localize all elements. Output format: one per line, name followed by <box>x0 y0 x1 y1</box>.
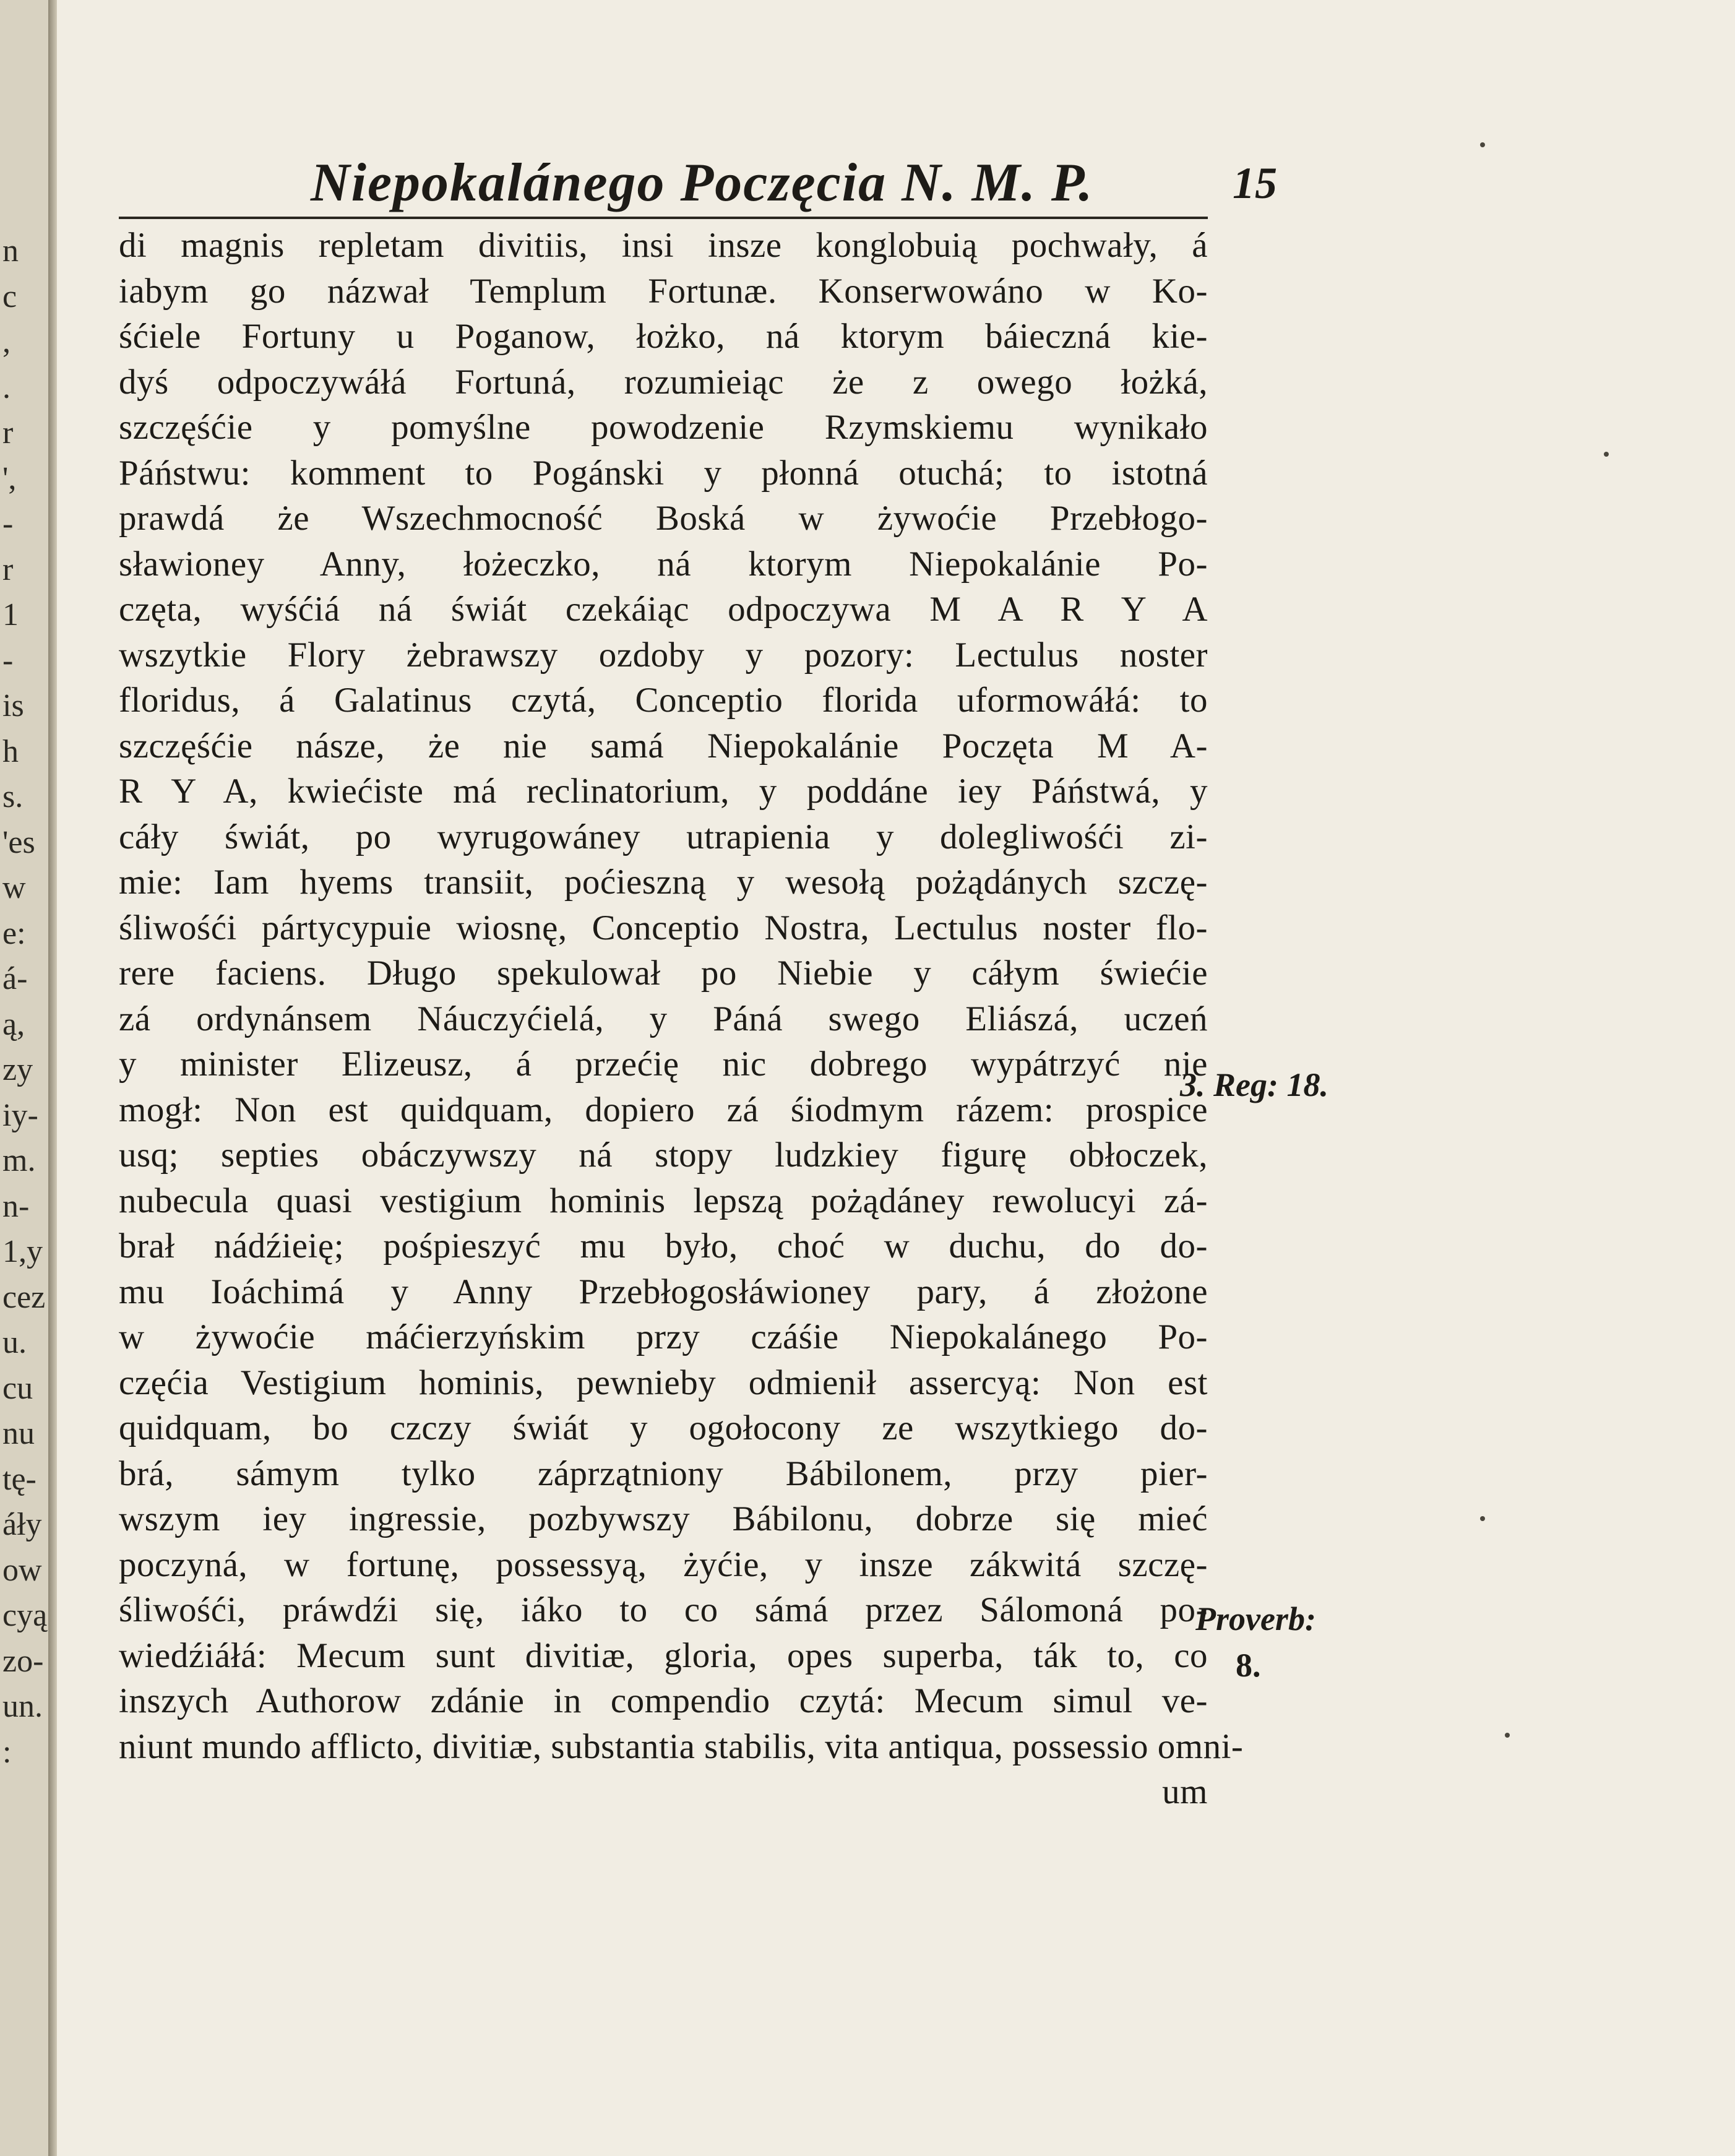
text-line: R Y A, kwiećiste má reclinatorium, y poddáne iey Páństwá, y <box>119 772 1208 811</box>
text-line: di magnis repletam divitiis, insi insze konglobuią pochwały, á <box>119 226 1208 265</box>
text-line: rere faciens. Długo spekulował po Niebie y cáłym świećie <box>119 954 1208 993</box>
text-line: mogł: Non est quidquam, dopiero zá śiodmym rázem: prospice <box>119 1090 1208 1129</box>
left-page-fragment: : <box>2 1734 12 1770</box>
left-page-fragment: cyą <box>2 1598 48 1633</box>
left-page-fragment: 1 <box>2 597 19 632</box>
left-page-fragment: zo- <box>2 1643 44 1679</box>
text-line: usq; septies obáczywszy ná stopy ludzkiey figurę obłoczek, <box>119 1136 1208 1175</box>
left-page-fragment: cu <box>2 1370 33 1406</box>
text-line: Páństwu: komment to Pogánski y płonná otuchá; to istotná <box>119 453 1208 493</box>
left-page-fragment: is <box>2 688 24 723</box>
paper-speck <box>1480 1516 1485 1521</box>
left-page-fragment: tę- <box>2 1461 37 1497</box>
left-page-fragment: cez <box>2 1279 46 1315</box>
margin-note-proverb: Proverb: <box>1195 1600 1316 1637</box>
left-page-fragment: 1,y <box>2 1234 43 1269</box>
left-page-fragment: w <box>2 870 26 905</box>
left-page-fragment: u. <box>2 1325 27 1360</box>
text-line: niunt mundo afflicto, divitiæ, substantia stabilis, vita antiqua, possessio omni- <box>119 1727 1244 1766</box>
text-line: floridus, á Galatinus czytá, Conceptio florida uformowáłá: to <box>119 681 1208 720</box>
text-line: y minister Elizeusz, á przećię nic dobrego wypátrzyć nie <box>119 1045 1208 1084</box>
left-page-fragment: ow <box>2 1552 42 1588</box>
text-line: poczyná, w fortunę, possessyą, żyćie, y insze zákwitá szczę- <box>119 1545 1208 1584</box>
text-line: szczęśćie násze, że nie samá Niepokalánie Poczęta M A- <box>119 726 1208 765</box>
text-line: wszytkie Flory żebrawszy ozdoby y pozory: Lectulus noster <box>119 635 1208 675</box>
left-page-fragment: iy- <box>2 1097 38 1133</box>
margin-note-reg: 3. Reg: 18. <box>1180 1066 1328 1103</box>
text-line: śliwośći pártycypuie wiosnę, Conceptio Nostra, Lectulus noster flo- <box>119 908 1208 947</box>
header-rule <box>119 217 1208 219</box>
text-line: nubecula quasi vestigium hominis lepszą pożądáney rewolucyi zá- <box>119 1181 1208 1220</box>
text-line: wszym iey ingressie, pozbywszy Bábilonu, dobrze się mieć <box>119 1499 1208 1538</box>
text-line: iabym go názwał Templum Fortunæ. Konserwowáno w Ko- <box>119 271 1208 311</box>
text-line: mu Ioáchimá y Anny Przebłogosłáwioney pary, á złożone <box>119 1272 1208 1311</box>
text-line: śćiele Fortuny u Poganow, łożko, ná ktorym báieczná kie- <box>119 317 1208 356</box>
left-page-fragment: , <box>2 324 11 360</box>
body-text <box>119 223 1244 1815</box>
text-line: szczęśćie y pomyślne powodzenie Rzymskiemu wynikało <box>119 408 1208 447</box>
left-page-fragment: nu <box>2 1416 35 1451</box>
left-page-fragment: ', <box>2 460 17 496</box>
book-gutter <box>48 0 57 2156</box>
left-page-fragment: r <box>2 415 14 451</box>
page-header-title: Niepokalánego Poczęcia N. M. P. <box>311 153 1094 213</box>
left-page-fragment: zy <box>2 1052 33 1087</box>
paper-speck <box>1604 452 1609 457</box>
book-page <box>57 0 1735 2156</box>
left-page-fragment: ą, <box>2 1006 25 1042</box>
text-line: brá, sámym tylko záprzątniony Bábilonem, przy pier- <box>119 1454 1208 1493</box>
margin-note-proverb-number: 8. <box>1236 1647 1261 1684</box>
text-line: wiedźiáłá: Mecum sunt divitiæ, gloria, opes superba, ták to, co <box>119 1636 1208 1675</box>
text-line: częta, wyśćiá ná świát czekáiąc odpoczywa M A R Y A <box>119 590 1208 629</box>
page-number: 15 <box>1233 158 1277 208</box>
text-line: w żywoćie máćierzyńskim przy czáśie Niepokalánego Po- <box>119 1317 1208 1356</box>
text-line: sławioney Anny, łożeczko, ná ktorym Niepokalánie Po- <box>119 544 1208 584</box>
text-line: częćia Vestigium hominis, pewnieby odmienił assercyą: Non est <box>119 1363 1208 1402</box>
left-page-fragment: n <box>2 233 19 269</box>
text-line: cáły świát, po wyrugowáney utrapienia y dolegliwośći zi- <box>119 817 1208 856</box>
left-page-fragment: á- <box>2 961 28 996</box>
text-line: zá ordynánsem Náuczyćielá, y Páná swego Eliászá, uczeń <box>119 999 1208 1038</box>
left-page-fragment: s. <box>2 779 24 814</box>
left-page-fragment: un. <box>2 1689 43 1724</box>
left-page-fragment: m. <box>2 1143 36 1178</box>
left-page-fragment: e: <box>2 915 26 951</box>
text-line: quidquam, bo czczy świát y ogołocony ze wszytkiego do- <box>119 1408 1208 1447</box>
left-page-fragment: c <box>2 278 17 314</box>
text-line: śliwośći, práwdźi się, iáko to co sámá przez Sálomoná po- <box>119 1590 1208 1629</box>
left-page-fragment: r <box>2 551 14 587</box>
paper-speck <box>1505 1733 1510 1738</box>
text-line: inszych Authorow zdánie in compendio czytá: Mecum simul ve- <box>119 1681 1208 1720</box>
text-line: brał nádźieię; pośpieszyć mu było, choć w duchu, do do- <box>119 1227 1208 1266</box>
left-page-fragment: n- <box>2 1188 30 1224</box>
left-page-fragment: - <box>2 642 14 678</box>
text-line: dyś odpoczywáłá Fortuná, rozumieiąc że z owego łożká, <box>119 362 1208 402</box>
left-page-fragment: - <box>2 506 14 541</box>
left-page-fragment: áły <box>2 1507 42 1542</box>
left-page-edge <box>0 0 50 2156</box>
text-line: mie: Iam hyems transiit, poćieszną y wesołą pożądánych szczę- <box>119 863 1208 902</box>
left-page-fragment: h <box>2 733 19 769</box>
text-line: um <box>1162 1772 1208 1811</box>
paper-speck <box>1480 142 1485 147</box>
text-line: prawdá że Wszechmocność Boská w żywoćie Przebłogo- <box>119 499 1208 538</box>
left-page-fragment: 'es <box>2 824 35 860</box>
left-page-fragment: . <box>2 369 11 405</box>
